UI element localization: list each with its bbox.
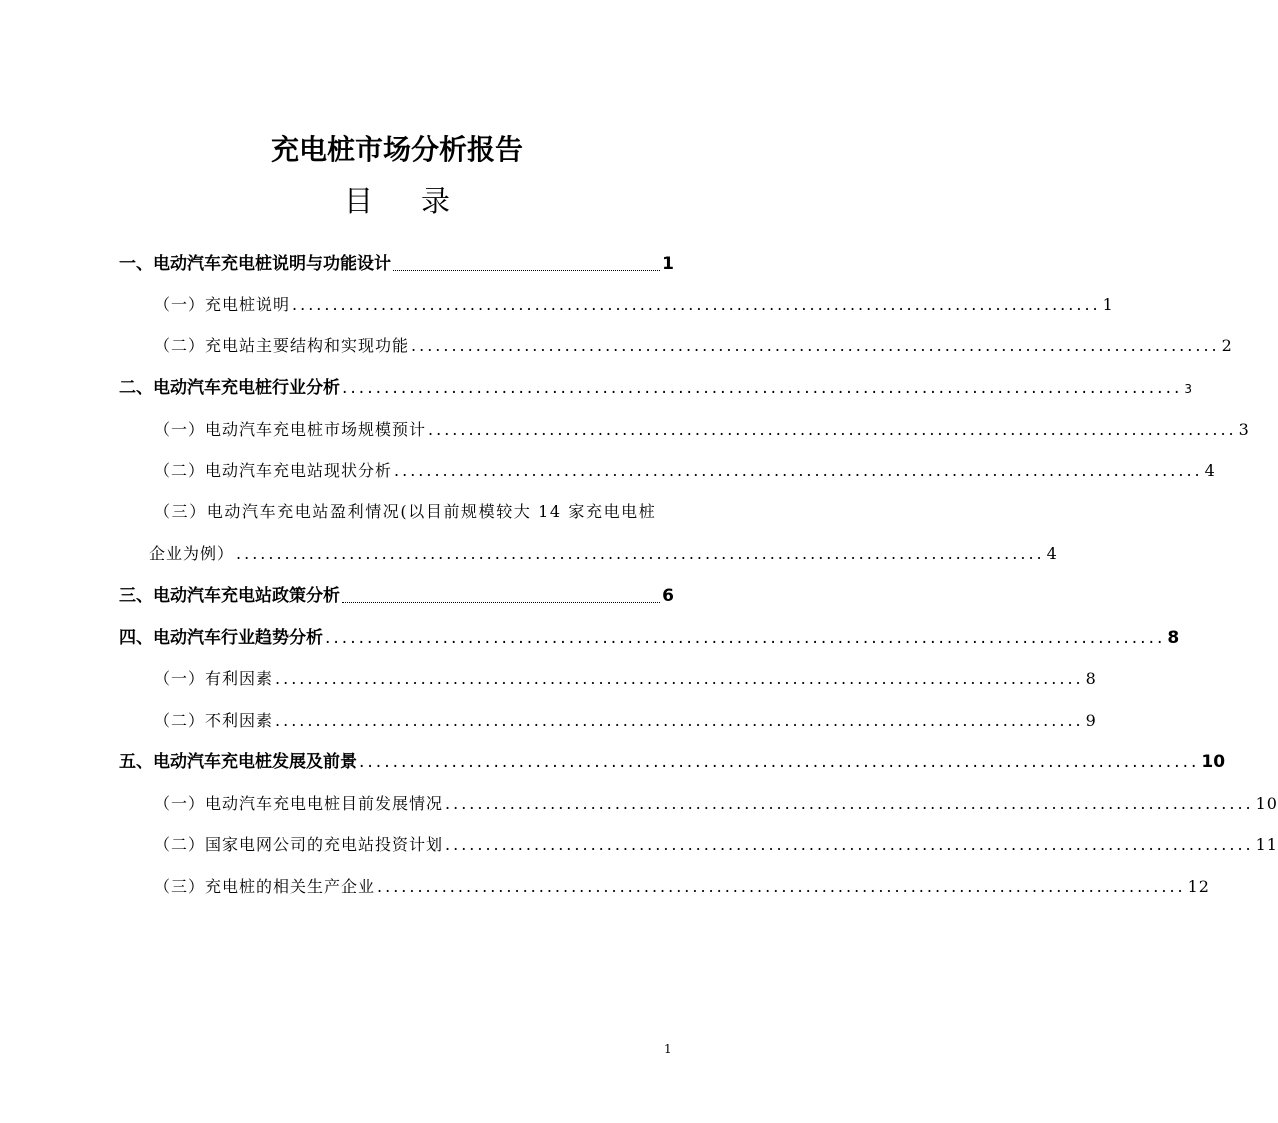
toc-entry-label: （二）不利因素 (154, 711, 274, 730)
page-number: 1 (664, 1042, 672, 1056)
dot-leader: .................................................................................................... (377, 877, 1186, 896)
toc-entry-label: 三、电动汽车充电站政策分析 (119, 586, 340, 606)
toc-entry-5-3[interactable] (154, 873, 1210, 901)
toc-entry-section-3[interactable] (119, 582, 674, 610)
toc-entry-section-1[interactable] (119, 250, 674, 278)
toc-entry-label: （一）电动汽车充电电桩目前发展情况 (154, 794, 444, 813)
toc-entry-label: （一）电动汽车充电桩市场规模预计 (154, 420, 427, 439)
toc-entry-label: 一、电动汽车充电桩说明与功能设计 (119, 254, 391, 274)
dot-leader: .................................................................................................... (275, 669, 1084, 688)
toc-entry-label: （二）电动汽车充电站现状分析 (154, 461, 393, 480)
toc-entry-section-2[interactable] (119, 374, 1193, 402)
toc-entry-5-1[interactable] (154, 790, 1278, 818)
dot-leader: .................................................................................................... (428, 420, 1237, 439)
toc-entry-2-3[interactable] (149, 540, 1058, 568)
toc-entry-label: 四、电动汽车行业趋势分析 (119, 628, 323, 648)
toc-entry-4-2[interactable] (154, 707, 1097, 735)
dot-leader: .................................................................................................... (411, 336, 1220, 355)
toc-entry-1-1[interactable] (154, 291, 1114, 319)
toc-entry-page: 12 (1187, 877, 1210, 896)
toc-entry-page: 10 (1201, 752, 1226, 772)
dot-leader: .................................................................................................... (292, 295, 1101, 314)
toc-entry-page: 3 (1238, 420, 1250, 439)
toc-entry-page: 4 (1204, 461, 1216, 480)
dot-leader (393, 252, 660, 271)
dot-leader: .................................................................................................... (445, 835, 1254, 854)
toc-entry-page: 8 (1085, 669, 1097, 688)
toc-entry-2-3-line1[interactable]: （三）电动汽车充电站盈利情况(以目前规模较大 14 家充电电桩 (154, 502, 657, 521)
toc-entry-page: 8 (1167, 628, 1180, 648)
dot-leader: .................................................................................................... (275, 711, 1084, 730)
toc-entry-section-5[interactable] (119, 748, 1226, 776)
toc-entry-5-2[interactable] (154, 831, 1278, 859)
toc-entry-4-1[interactable] (154, 665, 1097, 693)
toc-entry-label: 二、电动汽车充电桩行业分析 (119, 378, 340, 398)
toc-entry-section-4[interactable] (119, 624, 1180, 652)
toc-entry-page: 11 (1255, 835, 1278, 854)
toc-entry-label: （一）有利因素 (154, 669, 274, 688)
toc-entry-1-2[interactable] (154, 332, 1233, 360)
dot-leader: .................................................................................................... (342, 378, 1183, 398)
dot-leader: .................................................................................................... (394, 461, 1203, 480)
toc-entry-label: 企业为例） (149, 544, 235, 563)
toc-entry-page: 3 (1184, 382, 1193, 396)
toc-entry-page: 4 (1046, 544, 1058, 563)
toc-entry-label: （二）国家电网公司的充电站投资计划 (154, 835, 444, 854)
toc-entry-page: 1 (662, 254, 674, 274)
toc-entry-label: （二）充电站主要结构和实现功能 (154, 336, 410, 355)
toc-entry-2-2[interactable] (154, 457, 1216, 485)
toc-heading: 目录 (343, 184, 498, 218)
document-title: 充电桩市场分析报告 (270, 133, 523, 166)
dot-leader: .................................................................................................... (236, 544, 1045, 563)
dot-leader (342, 584, 660, 603)
toc-entry-page: 10 (1255, 794, 1278, 813)
toc-entry-page: 9 (1085, 711, 1097, 730)
toc-entry-page: 1 (1102, 295, 1114, 314)
dot-leader: .................................................................................................... (325, 628, 1166, 648)
toc-entry-label: （一）充电桩说明 (154, 295, 291, 314)
dot-leader: .................................................................................................... (445, 794, 1254, 813)
toc-entry-2-1[interactable] (154, 416, 1250, 444)
toc-entry-page: 2 (1221, 336, 1233, 355)
toc-entry-page: 6 (662, 586, 674, 606)
toc-entry-label: 五、电动汽车充电桩发展及前景 (119, 752, 357, 772)
toc-entry-label: （三）充电桩的相关生产企业 (154, 877, 376, 896)
dot-leader: .................................................................................................... (359, 752, 1200, 772)
